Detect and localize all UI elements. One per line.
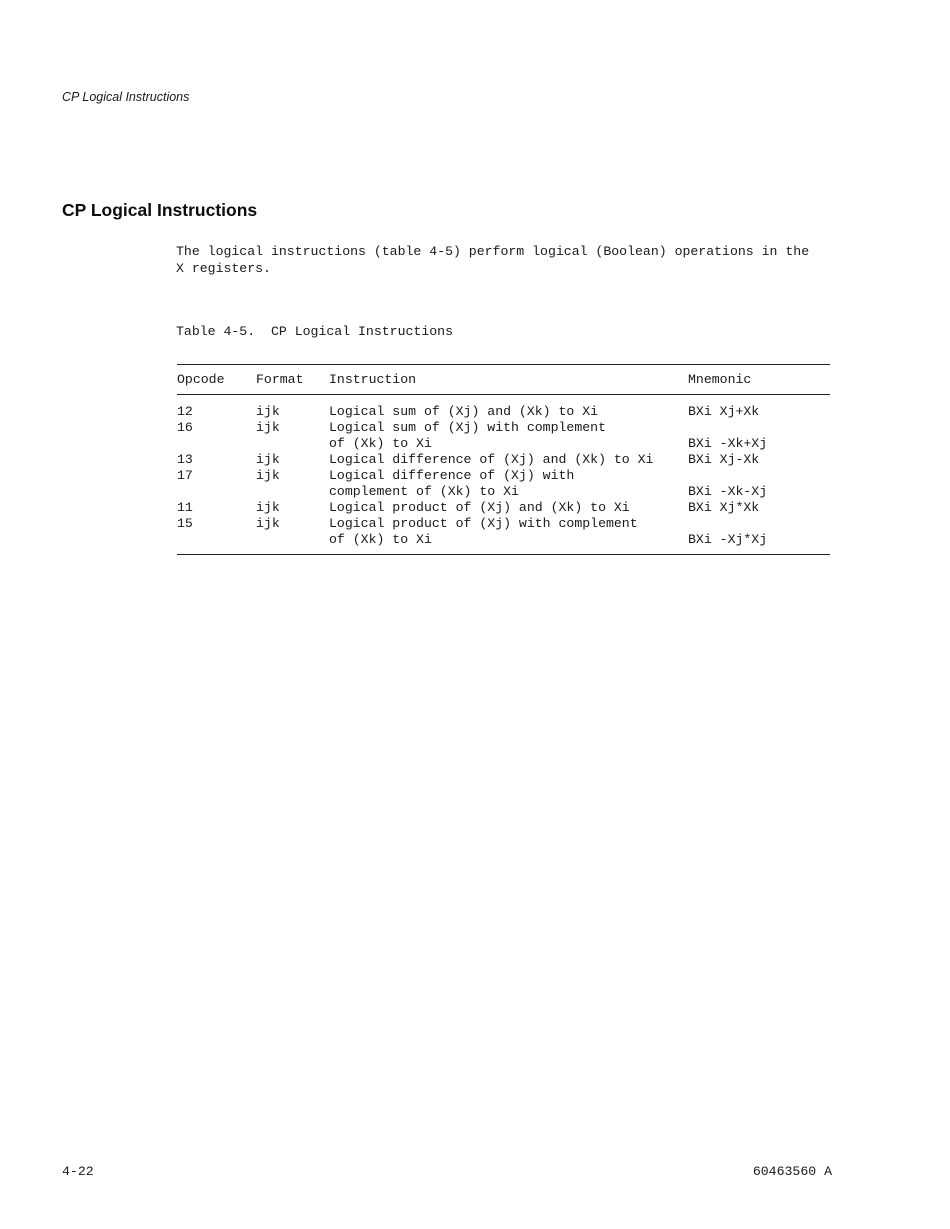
instruction-line: Logical sum of (Xj) with complement (329, 420, 606, 435)
mnemonic-cell (688, 420, 830, 452)
table-row (177, 516, 830, 548)
column-header-mnemonic: Mnemonic (688, 372, 752, 387)
mnemonic-text: BXi -Xj*Xj (688, 532, 768, 547)
instruction-cell (329, 420, 688, 452)
table-caption: Table 4-5. CP Logical Instructions (176, 324, 453, 339)
section-title: CP Logical Instructions (62, 200, 258, 220)
instruction-line: Logical product of (Xj) with complement (329, 516, 638, 531)
opcode-cell: 12 (177, 404, 193, 419)
format-cell: ijk (256, 468, 280, 483)
format-cell: ijk (256, 452, 280, 467)
format-cell: ijk (256, 516, 280, 531)
instruction-cell (329, 500, 688, 516)
format-cell: ijk (256, 500, 280, 515)
intro-paragraph: The logical instructions (table 4-5) perform logical (Boolean) operations in the X registers. (176, 244, 810, 276)
table-bottom-rule (177, 554, 830, 555)
table-body (177, 395, 830, 548)
mnemonic-text: BXi -Xk+Xj (688, 436, 768, 451)
table-header-row (177, 365, 830, 394)
mnemonic-cell (688, 404, 830, 420)
table-row (177, 500, 830, 516)
table-row (177, 468, 830, 500)
opcode-cell: 13 (177, 452, 193, 467)
instruction-line: complement of (Xk) to Xi (329, 484, 519, 499)
column-header-opcode: Opcode (177, 372, 225, 387)
instruction-line: of (Xk) to Xi (329, 532, 432, 547)
mnemonic-text: BXi Xj*Xk (688, 500, 760, 515)
table-row (177, 404, 830, 420)
instruction-cell (329, 404, 688, 420)
document-number: 60463560 A (752, 1164, 832, 1179)
mnemonic-text: BXi -Xk-Xj (688, 484, 768, 499)
format-cell: ijk (256, 404, 280, 419)
opcode-cell: 16 (177, 420, 193, 435)
logical-instructions-table (177, 364, 830, 555)
mnemonic-cell (688, 516, 830, 548)
page-number: 4-22 (62, 1164, 94, 1179)
instruction-cell (329, 468, 688, 500)
instruction-line: Logical difference of (Xj) and (Xk) to Xi (329, 452, 654, 467)
mnemonic-cell (688, 500, 830, 516)
instruction-line: Logical difference of (Xj) with (329, 468, 575, 483)
opcode-cell: 17 (177, 468, 193, 483)
table-row (177, 452, 830, 468)
running-header: CP Logical Instructions (62, 90, 190, 104)
column-header-instruction: Instruction (329, 372, 417, 387)
format-cell: ijk (256, 420, 280, 435)
opcode-cell: 11 (177, 500, 193, 515)
mnemonic-cell (688, 452, 830, 468)
instruction-cell (329, 516, 688, 548)
column-header-format: Format (256, 372, 304, 387)
mnemonic-text: BXi Xj+Xk (688, 404, 760, 419)
mnemonic-text: BXi Xj-Xk (688, 452, 760, 467)
opcode-cell: 15 (177, 516, 193, 531)
instruction-line: of (Xk) to Xi (329, 436, 432, 451)
mnemonic-cell (688, 468, 830, 500)
instruction-cell (329, 452, 688, 468)
instruction-line: Logical product of (Xj) and (Xk) to Xi (329, 500, 630, 515)
table-row (177, 420, 830, 452)
instruction-line: Logical sum of (Xj) and (Xk) to Xi (329, 404, 599, 419)
